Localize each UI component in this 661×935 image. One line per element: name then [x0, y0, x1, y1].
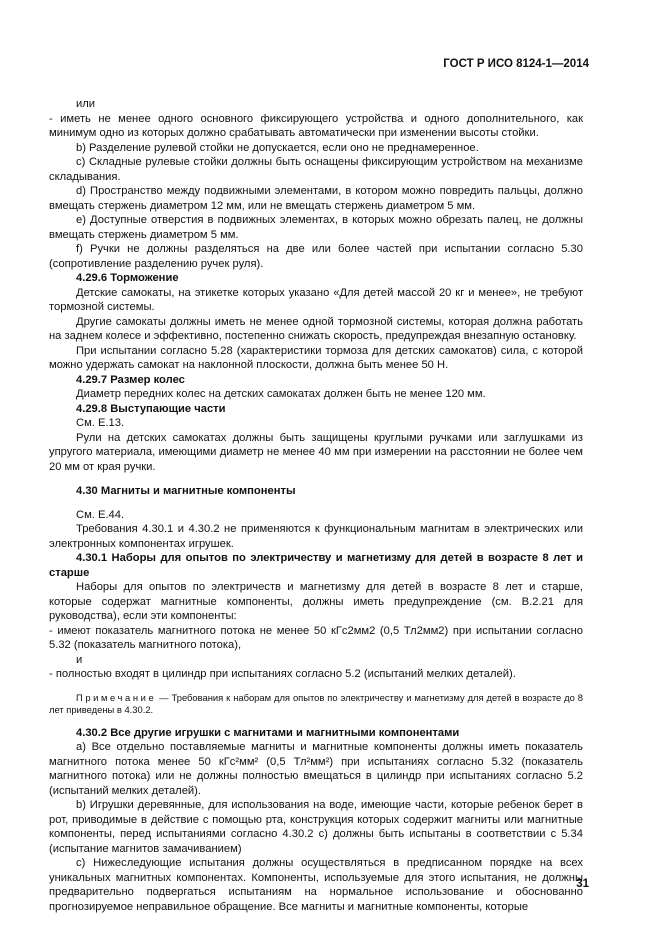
note	[49, 692, 583, 716]
paragraph: См. Е.44.	[76, 508, 125, 521]
paragraph: - полностью входят в цилиндр при испытаниях согласно 5.2 (испытаний мелких деталей).	[49, 668, 516, 680]
paragraph: Другие самокаты должны иметь не менее одной тормозной системы, которая должна работать на заднем колесе и эффективно, постепенно снижать скорость, предупреждая внезапную остановку.	[49, 315, 583, 342]
section-heading: 4.30.2 Все другие игрушки с магнитами и магнитными компонентами	[76, 726, 460, 739]
paragraph: - имеют показатель магнитного потока не менее 50 кГс2мм2 (0,5 Тл2мм2) при испытании согласно 5.32 (показатель магнитного потока),	[49, 624, 583, 651]
section-heading: 4.29.7 Размер колес	[76, 373, 185, 386]
paragraph: Наборы для опытов по электричеств и магнетизму для детей в возрасте 8 лет и старше, которые содержат магнитные компоненты, должны иметь предупреждение (см. В.2.21 для руководства), если эти компоненты:	[49, 581, 583, 622]
paragraph: или	[76, 98, 96, 110]
paragraph: При испытании согласно 5.28 (характеристики тормоза для детских самокатов) сила, с которой можно удержать самокат на наклонной плоскости, должна быть менее 50 Н.	[49, 344, 583, 371]
paragraph: d) Пространство между подвижными элементами, в котором можно повредить пальцы, должно вмещать стержень диаметром 12 мм, или не вмещать стержень диаметром 5 мм.	[49, 185, 583, 212]
paragraph: c) Складные рулевые стойки должны быть оснащены фиксирующим устройством на механизме складывания.	[49, 156, 583, 183]
section-heading: 4.29.6 Торможение	[76, 272, 179, 284]
paragraph: - иметь не менее одного основного фиксирующего устройства и одного дополнительного, как минимум одно из которых должно срабатывать автоматически при изменении высоты стойки.	[49, 112, 583, 139]
paragraph: Диаметр передних колес на детских самокатах должен быть не менее 120 мм.	[76, 388, 486, 400]
note-text: — Требования к наборам для опытов по электричеству и магнетизму для детей в возрасте до 8 лет приведены в 4.30.2.	[49, 691, 583, 715]
paragraph: e) Доступные отверстия в подвижных элементах, в которых можно обрезать палец, не должны вмещать стержень диаметром 5 мм.	[49, 214, 583, 241]
paragraph: f) Ручки не должны разделяться на две или более частей при испытании согласно 5.30 (сопротивление разделению ручек руля).	[49, 243, 583, 270]
paragraph: a) Все отдельно поставляемые магниты и магнитные компоненты должны иметь показатель магнитного потока менее 50 кГс²мм² (0,5 Тл²мм²) при испытаниях согласно 5.32 (показатель магнитного потока) или не должны полностью вмещаться в цилиндр при испытаниях согласно 5.2 (испытаний мелких деталей).	[49, 741, 583, 797]
paragraph: Детские самокаты, на этикетке которых указано «Для детей массой 20 кг и менее», не требуют тормозной системы.	[49, 286, 583, 313]
paragraph: См. Е.13.	[76, 417, 125, 429]
section-heading: 4.30.1 Наборы для опытов по электричеству и магнетизму для детей в возрасте 8 лет и старше	[49, 552, 583, 579]
paragraph: c) Нижеследующие испытания должны осуществляться в предписанном порядке на всех уникальных магнитных компонентах. Компоненты, используемые для этого испытания, не должны предварительно подвергаться испытаниям на нормальное использование и обоснованно прогнозируемое неправильное обращение. Все магниты и магнитные компоненты, которые	[49, 857, 583, 913]
paragraph: и	[76, 653, 83, 666]
section-heading: 4.29.8 Выступающие части	[76, 402, 226, 415]
page-number: 31	[576, 878, 589, 890]
paragraph: Требования 4.30.1 и 4.30.2 не применяются к функциональным магнитам в электрических или электронных компонентах игрушек.	[49, 523, 583, 550]
note-label: Примечание	[76, 691, 157, 703]
document-header: ГОСТ Р ИСО 8124-1—2014	[443, 58, 589, 70]
paragraph: b) Разделение рулевой стойки не допускается, если оно не преднамеренное.	[76, 141, 479, 154]
section-heading: 4.30 Магниты и магнитные компоненты	[76, 485, 296, 497]
paragraph: b) Игрушки деревянные, для использования на воде, имеющие части, которые ребенок берет в рот, приводимые в действие с помощью рта, конструкция которых содержит магниты или магнитные компоненты, перед испытаниями согласно 4.30.2 с) должны быть испытаны в соответствии с 5.34 (испытание магнитов замачиванием)	[49, 799, 583, 855]
paragraph: Рули на детских самокатах должны быть защищены круглыми ручками или заглушками из упругого материала, имеющими диаметр не менее 40 мм при измерении на расстоянии не более чем 20 мм от края ручки.	[49, 431, 583, 473]
page-body	[49, 97, 583, 914]
